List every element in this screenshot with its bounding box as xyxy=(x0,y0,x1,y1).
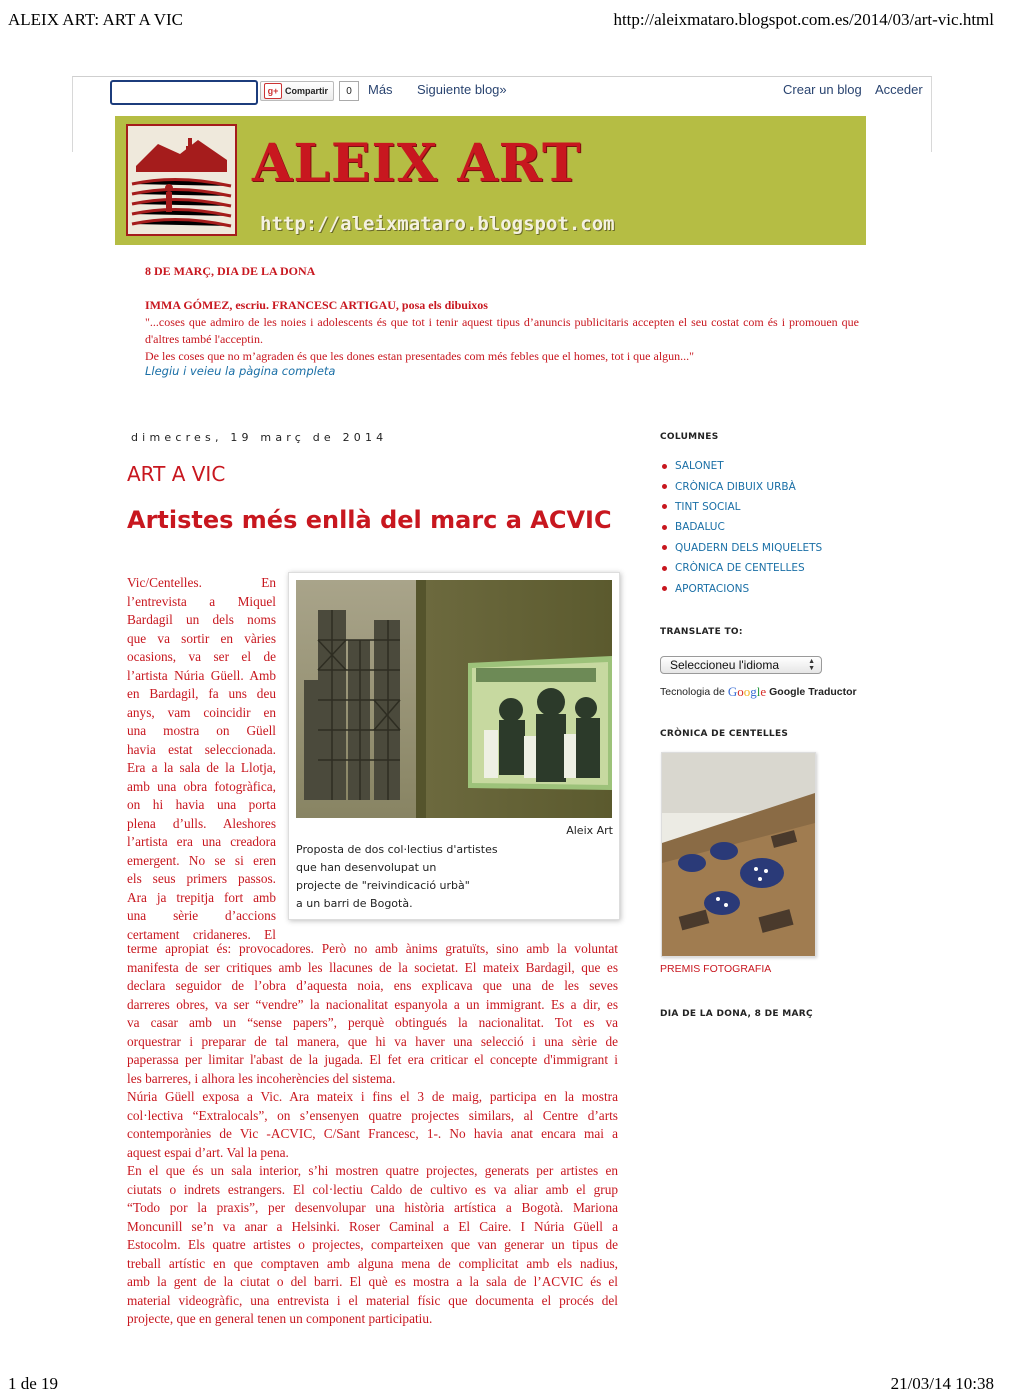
masthead-linocut-logo xyxy=(126,124,237,236)
post-line: una sèrie d’accions xyxy=(127,908,276,923)
sidebar-column-item[interactable] xyxy=(660,578,822,598)
announcement-heading: 8 DE MARÇ, DIA DE LA DONA xyxy=(145,264,316,278)
language-select-value: Seleccioneu l'idioma xyxy=(670,658,780,672)
post-line: col·lectiva “Extralocals”, on s’ensenyen quatre projectes similars, al Centre d’arts xyxy=(127,1107,618,1123)
google-plus-icon: g+ xyxy=(264,83,282,99)
sidebar-centelles-heading: CRÒNICA DE CENTELLES xyxy=(660,729,789,739)
post-line: “Todo por la praxis”, per desenvolupar una història artística a Bogotà. Mariona xyxy=(127,1200,618,1215)
sidebar-columns-list xyxy=(660,456,822,599)
next-blog-link[interactable]: Siguiente blog» xyxy=(417,82,507,97)
post-line: Era a la sala de la Llotja, xyxy=(127,760,276,775)
photo-credit: Aleix Art xyxy=(566,824,613,837)
google-logo-icon[interactable] xyxy=(728,684,766,700)
sidebar-dona-heading: DIA DE LA DONA, 8 DE MARÇ xyxy=(660,1009,813,1019)
post-line: una mostra on Güell xyxy=(127,723,276,738)
post-line: amb la gent de la ciutat o del barri. El què es mostra a la sala de l’ACVIC és el xyxy=(127,1274,618,1289)
announcement-quote-paragraph-2: De les coses que no m’agraden és que les dones estan presentades com més febles que el homes, tot i que algun..." xyxy=(145,349,695,363)
sidebar-column-label: APORTACIONS xyxy=(675,582,750,595)
post-line: les barreres, i alhora les incoherències del sistema. xyxy=(127,1070,396,1086)
post-line: manifesta de ser critiques amb les llacunes de la societat. El mateix Bardagil, que es xyxy=(127,959,618,975)
sidebar-column-item[interactable] xyxy=(660,538,822,558)
post-figure xyxy=(288,572,620,920)
post-line: plena d’ulls. Aleshores xyxy=(127,815,276,831)
post-line: Ara ja trepitja fort amb xyxy=(127,889,276,905)
photo-caption xyxy=(296,841,606,913)
google-logo-letter: e xyxy=(760,684,767,699)
sidebar-column-label: BADALUC xyxy=(675,521,725,534)
post-body-full-width xyxy=(127,940,618,1329)
masthead-title: ALEIX ART xyxy=(252,133,582,194)
post-line: havia estat seleccionada. xyxy=(127,741,276,757)
sidebar-translate-heading: TRANSLATE TO: xyxy=(660,627,743,637)
post-label[interactable]: ART A VIC xyxy=(127,462,226,486)
google-translate-attribution xyxy=(660,684,857,700)
masthead-url: http://aleixmataro.blogspot.com xyxy=(260,213,615,235)
create-blog-link[interactable]: Crear un blog xyxy=(783,82,862,97)
post-line: Núria Güell exposa a Vic. Ara mateix i fins el 3 de maig, participa en la mostra xyxy=(127,1089,618,1104)
google-translate-link[interactable]: Google Traductor xyxy=(769,686,857,698)
print-page-title: ALEIX ART: ART A VIC xyxy=(8,10,184,29)
powered-by-prefix: Tecnologia de xyxy=(660,686,725,698)
post-line: anys, vam coincidir en xyxy=(127,704,276,720)
post-line: Estocolm. Els quatre artistes o projectes, comparteixen que van generar un tipus de xyxy=(127,1237,618,1252)
sidebar-column-item[interactable] xyxy=(660,517,822,537)
post-line: ocasions, va ser el de xyxy=(127,649,276,664)
post-line: aquest espai d’art. Val la pena. xyxy=(127,1144,289,1160)
sidebar-column-item[interactable] xyxy=(660,476,822,496)
post-line: En el que és un sala interior, s’hi mostren quatre projectes, generats per artistes en xyxy=(127,1163,618,1178)
post-line: terme apropiat és: provocadores. Però no amb ànims gratuïts, sino amb la voluntat xyxy=(127,941,618,956)
announcement-credits: IMMA GÓMEZ, escriu. FRANCESC ARTIGAU, posa els dibuixos xyxy=(145,298,488,312)
post-line: Bardagil un dels noms xyxy=(127,612,276,627)
post-line: ciutats o indrets estrangers. El col·lectiu Caldo de cultivo es va aliar amb el grup xyxy=(127,1181,618,1197)
sidebar-column-label: TINT SOCIAL xyxy=(675,500,741,513)
blog-search-input[interactable] xyxy=(110,80,258,105)
caption-line: a un barri de Bogotà. xyxy=(296,897,413,910)
post-line: projecte, que en general tenen un component participatiu. xyxy=(127,1311,433,1326)
share-button-label: Compartir xyxy=(285,86,329,96)
post-line: Vic/Centelles. En xyxy=(127,575,276,590)
post-line: va casar amb un “sense papers”, perquè obtingués la nacionalitat. Tot es va xyxy=(127,1015,618,1030)
post-line: certament cridaneres. El xyxy=(127,926,276,942)
sidebar-column-label: QUADERN DELS MIQUELETS xyxy=(675,541,823,554)
sidebar-column-label: SALONET xyxy=(675,460,724,473)
share-count-badge: 0 xyxy=(339,81,359,101)
caption-line: que han desenvolupat un xyxy=(296,861,437,874)
post-line: on hi havia una porta xyxy=(127,797,276,812)
post-line: que va sortir en vàries xyxy=(127,630,276,646)
post-line: material videogràfic, una entrevista i el material físic que documenta el procés del xyxy=(127,1292,618,1308)
post-line: Moncunill se’n va anar a Helsinki. Roser Caminal a El Caire. I Núria Güell a xyxy=(127,1218,618,1234)
post-line: en Bardagil, fa uns deu xyxy=(127,686,276,701)
post-line: l’artista Núria Güell. Amb xyxy=(127,667,276,683)
google-logo-letter: g xyxy=(750,684,757,699)
post-line: els seus primers passos. xyxy=(127,871,276,886)
post-line: emergent. No se si eren xyxy=(127,852,276,868)
announcement-quote xyxy=(145,314,859,365)
post-date: dimecres, 19 març de 2014 xyxy=(131,431,388,444)
sidebar-column-label: CRÒNICA DE CENTELLES xyxy=(675,562,805,575)
google-logo-letter: G xyxy=(727,684,738,699)
print-page-number: 1 de 19 xyxy=(8,1374,59,1393)
post-line: paperassa per limitar l'abast de la jugada. El fet era criticar el concepte d'immigrant i xyxy=(127,1052,618,1067)
bullet-icon xyxy=(662,484,667,489)
google-logo-letter: l xyxy=(756,684,761,699)
bullet-icon xyxy=(662,566,667,571)
sidebar-column-item[interactable] xyxy=(660,456,822,476)
announcement-quote-paragraph-1: "...coses que admiro de les noies i adolescents és que tot i tenir aquest tipus d’anuncis publicitaris accepten el seu costat com és i promouen que d'altres també l'acceptin. xyxy=(145,315,859,346)
bullet-icon xyxy=(662,545,667,550)
post-line: treball artístic en que comptaven amb alguna mena de complicitat amb els nadius, xyxy=(127,1255,618,1271)
bullet-icon xyxy=(662,504,667,509)
google-logo-letter: o xyxy=(743,684,751,699)
caption-line: projecte de "reivindicació urbà" xyxy=(296,879,470,892)
google-logo-letter: o xyxy=(737,684,744,699)
post-line: declara seguidor de l’obra d’aquesta noia, ens explicava que una de les seves xyxy=(127,978,618,993)
exhibition-photo[interactable] xyxy=(296,580,612,818)
language-select[interactable] xyxy=(660,656,822,674)
blog-masthead[interactable] xyxy=(115,116,866,245)
premis-fotografia-link[interactable]: PREMIS FOTOGRAFIA xyxy=(660,963,772,975)
select-arrows-icon: ▲ ▼ xyxy=(808,658,815,672)
sidebar-columns-heading: COLUMNES xyxy=(660,432,719,442)
post-body-narrow-column xyxy=(127,574,276,944)
post-line: orquestrar i preparar de tal manera, que hi va haver una selecció i una sèrie de xyxy=(127,1033,618,1049)
more-link[interactable]: Más xyxy=(368,82,393,97)
read-full-page-link[interactable]: Llegiu i veieu la pàgina completa xyxy=(145,364,336,378)
login-link[interactable]: Acceder xyxy=(875,82,923,97)
caption-line: Proposta de dos col·lectius d'artistes xyxy=(296,843,498,856)
post-line: l’artista era una creadora xyxy=(127,834,276,849)
share-button[interactable] xyxy=(260,81,334,101)
sidebar-column-item[interactable] xyxy=(660,497,822,517)
post-line: amb una obra fotogràfica, xyxy=(127,778,276,794)
print-page-url: http://aleixmataro.blogspot.com.es/2014/03/art-vic.html xyxy=(613,10,994,29)
bullet-icon xyxy=(662,464,667,469)
post-line: l’entrevista a Miquel xyxy=(127,593,276,609)
print-datetime: 21/03/14 10:38 xyxy=(890,1374,994,1393)
bullet-icon xyxy=(662,525,667,530)
post-line: darreres obres, va ser “vendre” la nacionalitat espanyola a un immigrant. Es a dir, es xyxy=(127,996,618,1012)
sidebar-column-item[interactable] xyxy=(660,558,822,578)
sidebar-column-label: CRÒNICA DIBUIX URBÀ xyxy=(675,480,796,493)
post-title: Artistes més enllà del marc a ACVIC xyxy=(127,506,612,534)
post-line: contemporànies de Vic -ACVIC, C/Sant Francesc, 1-. No havia anat encara mai a xyxy=(127,1126,618,1141)
bullet-icon xyxy=(662,586,667,591)
centelles-photo[interactable] xyxy=(661,752,816,957)
